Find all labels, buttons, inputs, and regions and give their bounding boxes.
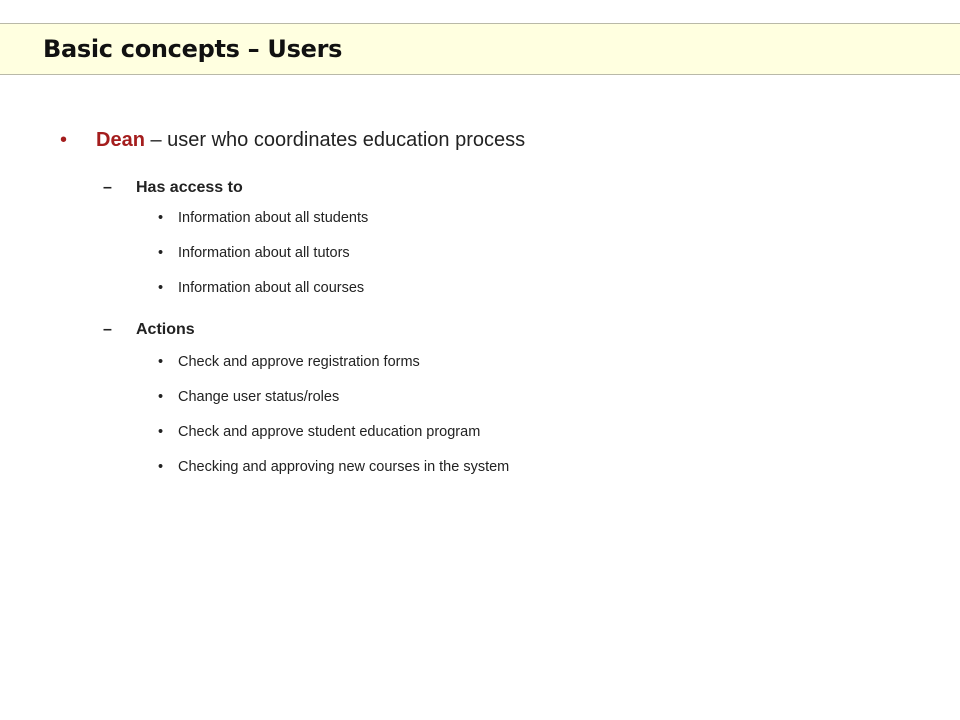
- section-heading-text: Has access to: [136, 179, 243, 196]
- dash-icon: –: [103, 321, 112, 338]
- list-item-text: Check and approve registration forms: [178, 354, 420, 370]
- list-item-text: Change user status/roles: [178, 389, 340, 405]
- bullet-icon: •: [158, 424, 164, 440]
- list-item-text: Information about all students: [178, 210, 369, 226]
- main-bullet-description: – user who coordinates education process: [144, 129, 526, 151]
- slide-title: Basic concepts – Users: [43, 35, 343, 63]
- bullet-icon: •: [158, 280, 164, 296]
- dash-icon: –: [103, 179, 112, 196]
- bullet-icon: •: [158, 459, 164, 475]
- main-bullet-text: [96, 129, 525, 152]
- bullet-icon: •: [158, 354, 164, 370]
- list-item-text: Information about all courses: [178, 280, 365, 296]
- bullet-icon: •: [158, 210, 164, 226]
- list-item-text: Information about all tutors: [178, 245, 350, 261]
- bullet-icon: •: [60, 129, 68, 151]
- section-heading-text: Actions: [136, 321, 195, 338]
- title-band: [0, 23, 960, 75]
- bullet-icon: •: [158, 389, 164, 405]
- list-item-text: Checking and approving new courses in the system: [178, 459, 510, 475]
- bullet-icon: •: [158, 245, 164, 261]
- highlighted-term: Dean: [96, 129, 145, 151]
- list-item-text: Check and approve student education program: [178, 424, 481, 440]
